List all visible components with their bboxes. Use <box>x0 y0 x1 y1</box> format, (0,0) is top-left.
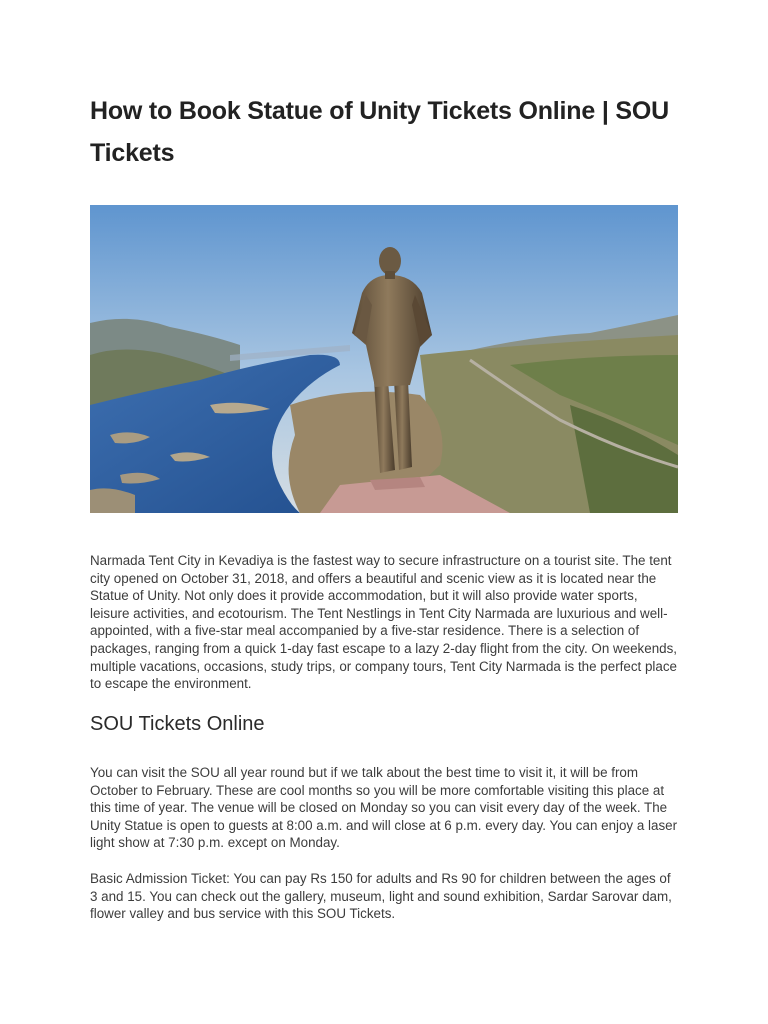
statue-photo <box>90 205 678 513</box>
page-title: How to Book Statue of Unity Tickets Online | SOU Tickets <box>90 97 669 167</box>
admission-ticket-paragraph: Basic Admission Ticket: You can pay Rs 150 for adults and Rs 90 for children between the ages of 3 and 15. You can check out the gallery, museum, light and sound exhibition, Sardar Sarovar dam, flower valley and bus service with this SOU Tickets. <box>90 871 672 922</box>
intro-paragraph: Narmada Tent City in Kevadiya is the fastest way to secure infrastructure on a tourist site. The tent city opened on October 31, 2018, and offers a beautiful and scenic view as it is located near the Statue of Unity. Not only does it provide accommodation, but it will also provide water sports, leisure activities, and ecotourism. The Tent Nestlings in Tent City Narmada are luxurious and well-appointed, with a five-star meal accompanied by a five-star residence. There is a selection of packages, ranging from a quick 1-day fast escape to a lazy 2-day flight from the city. On weekends, multiple vacations, occasions, study trips, or company tours, Tent City Narmada is the perfect place to escape the environment. <box>90 553 678 692</box>
section-heading: SOU Tickets Online <box>90 713 265 735</box>
visit-time-paragraph: You can visit the SOU all year round but if we talk about the best time to visit it, it will be from October to February. These are cool months so you will be more comfortable visiting this place at this time of year. The venue will be closed on Monday so you can visit every day of the week. The Unity Statue is open to guests at 8:00 a.m. and will close at 6 p.m. every day. You can enjoy a laser light show at 7:30 p.m. except on Monday. <box>90 765 678 851</box>
